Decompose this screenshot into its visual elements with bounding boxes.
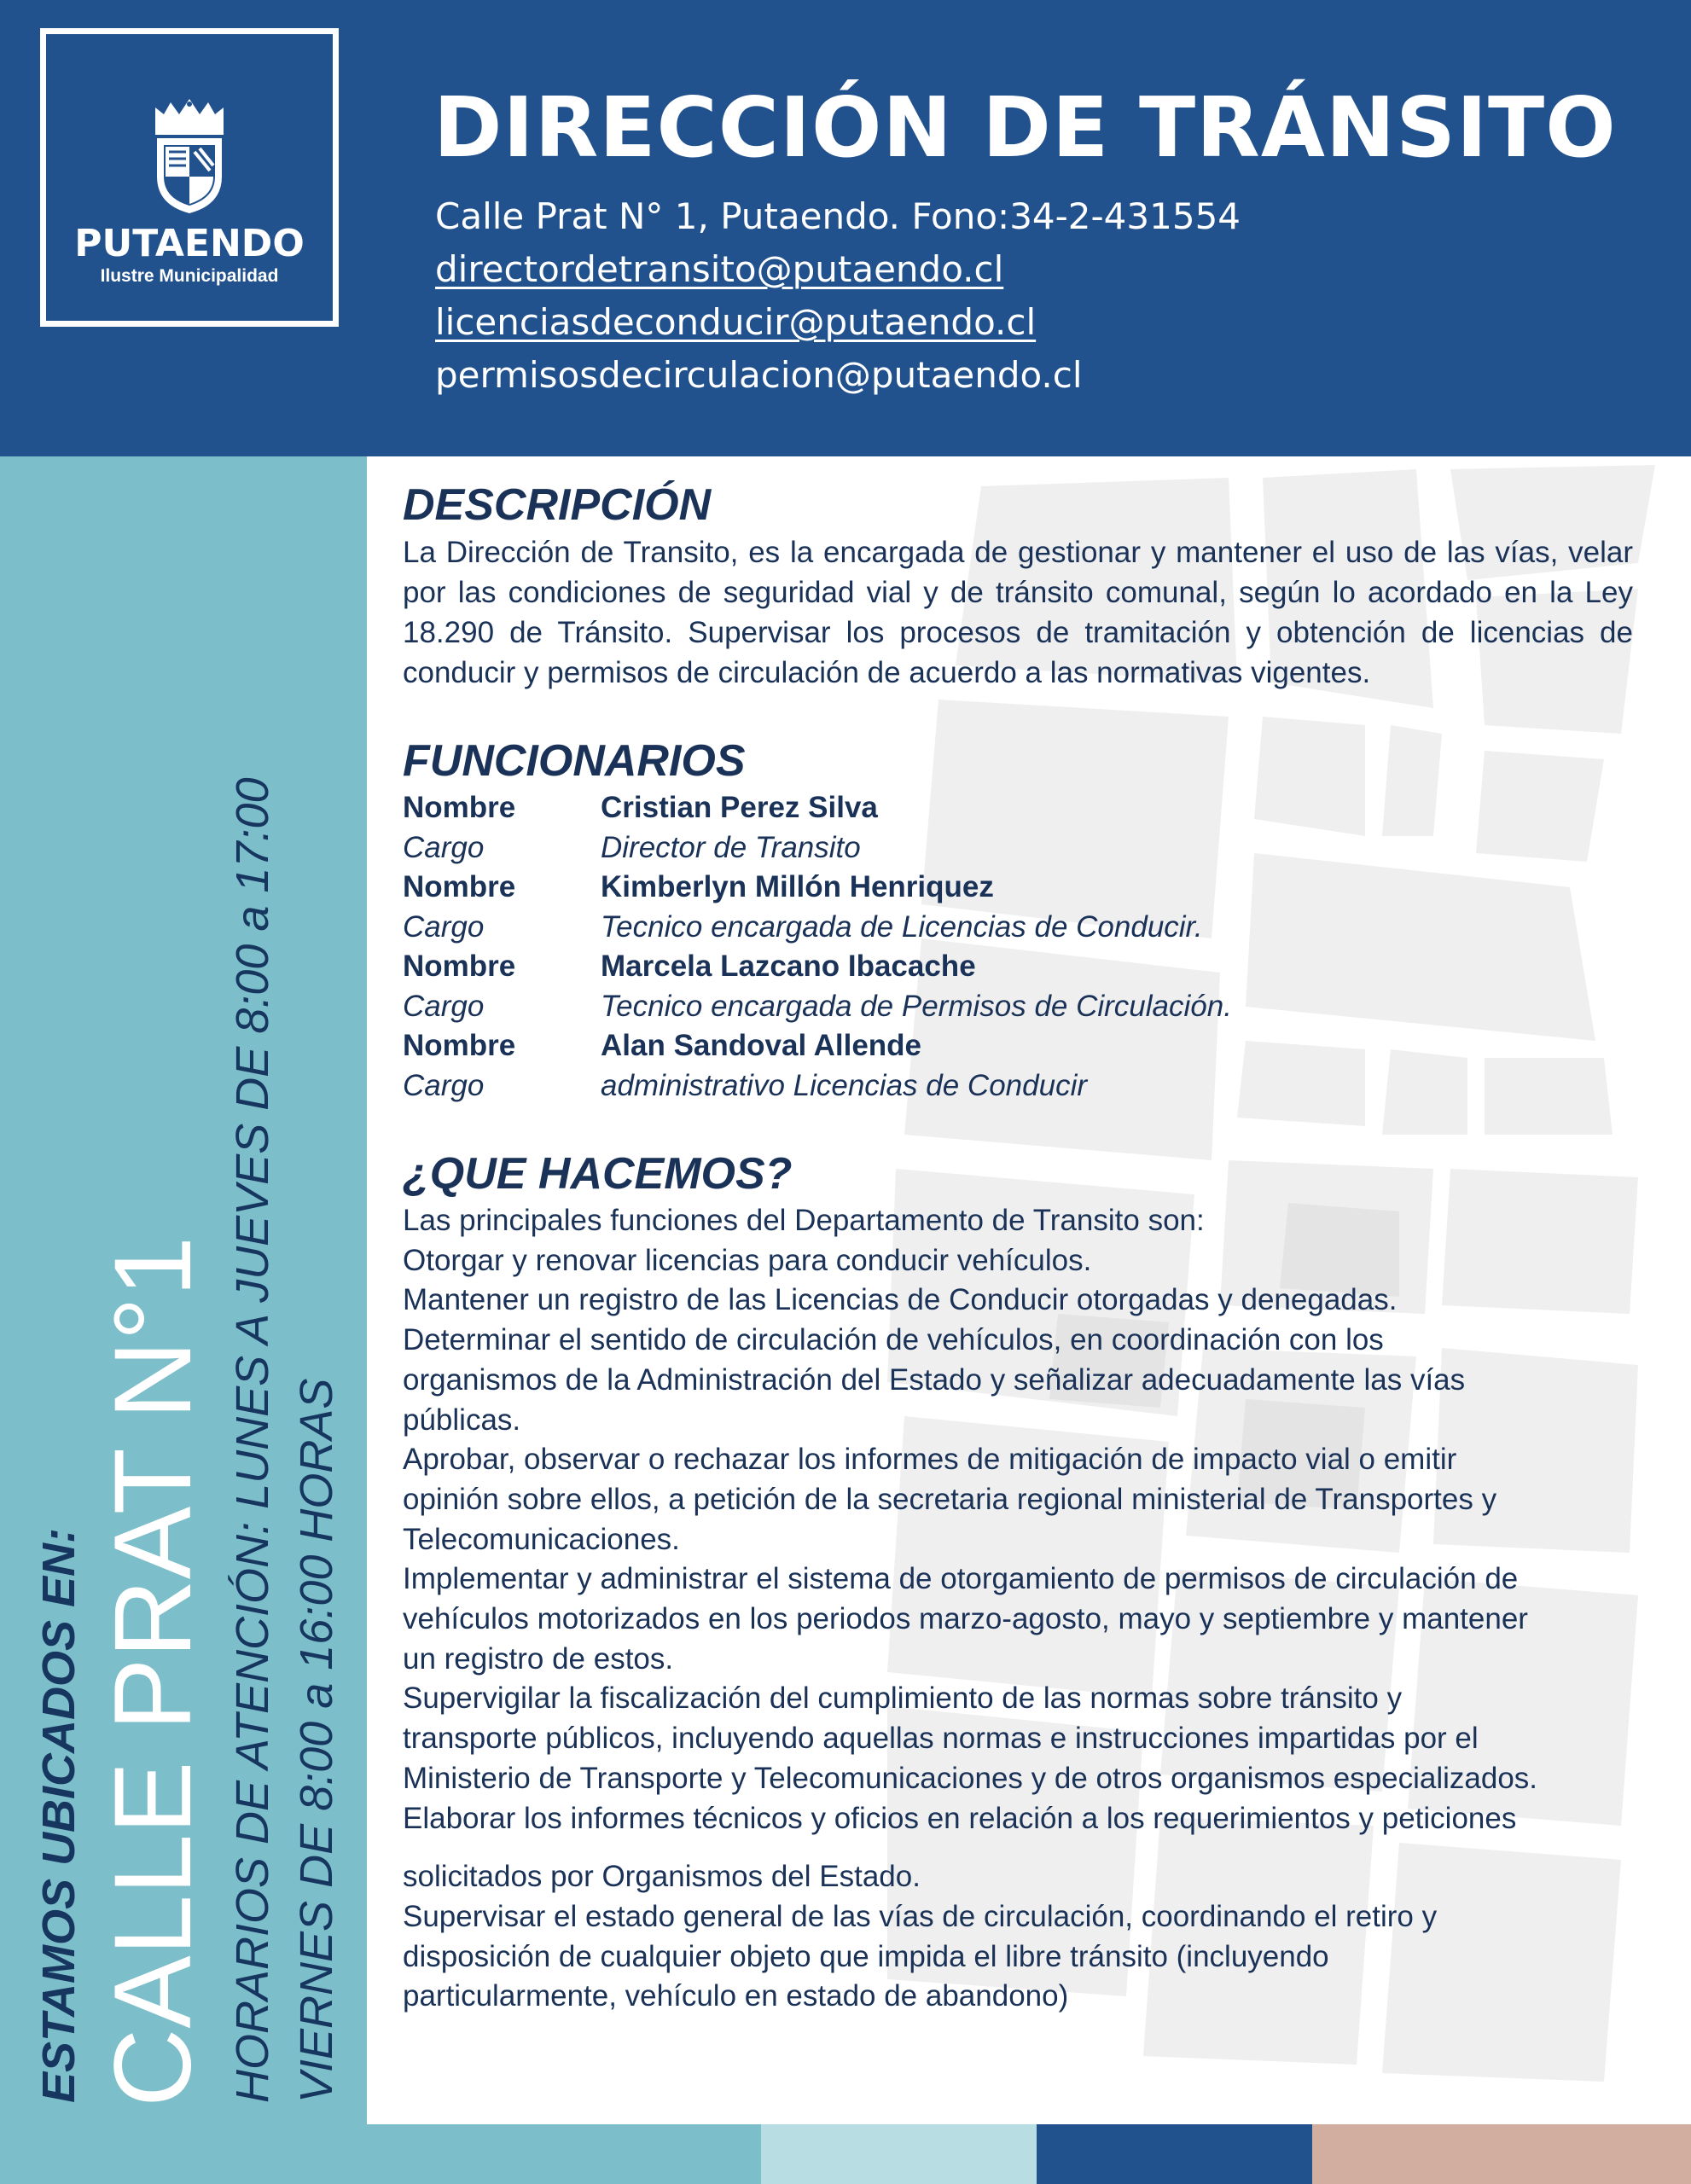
funcionarios-heading: FUNCIONARIOS — [403, 736, 746, 786]
cargo-label: Cargo — [403, 909, 485, 944]
staff-cargo: Director de Transito — [601, 830, 861, 864]
name-label: Nombre — [403, 1029, 516, 1062]
staff-row — [403, 828, 1633, 868]
que-hacemos-heading: ¿QUE HACEMOS? — [403, 1149, 793, 1199]
footer-strip-teal — [0, 2124, 761, 2184]
page-title: DIRECCIÓN DE TRÁNSITO — [433, 79, 1617, 176]
staff-row — [403, 868, 1633, 908]
email-link-director[interactable]: directordetransito@putaendo.cl — [435, 248, 1004, 290]
municipality-logo — [40, 28, 339, 327]
function-line: Determinar el sentido de circulación de vehículos, en coordinación con los — [403, 1323, 1384, 1357]
function-line: Elaborar los informes técnicos y oficios en relación a los requerimientos y peticiones — [403, 1801, 1517, 1835]
staff-row — [403, 987, 1633, 1027]
function-line: Aprobar, observar o rechazar los informes de mitigación de impacto vial o emitir — [403, 1443, 1457, 1477]
function-line: Supervisar el estado general de las vías de circulación, coordinando el retiro y — [403, 1899, 1438, 1933]
staff-cargo: administrativo Licencias de Conducir — [601, 1068, 1087, 1102]
staff-row — [403, 1066, 1633, 1107]
opening-hours-friday: VIERNES DE 8:00 a 16:00 HORAS — [291, 1378, 342, 2103]
name-label: Nombre — [403, 950, 516, 983]
logo-name: PUTAENDO — [74, 222, 305, 265]
function-line: disposición de cualquier objeto que impida el libre tránsito (incluyendo — [403, 1939, 1329, 1973]
staff-name: Marcela Lazcano Ibacache — [601, 950, 976, 983]
staff-cargo: Tecnico encargada de Licencias de Conducir. — [601, 909, 1203, 944]
function-line: Telecomunicaciones. — [403, 1522, 680, 1556]
opening-hours-weekdays: HORARIOS DE ATENCIÓN: LUNES A JUEVES DE 8:00 a 17:00 — [227, 777, 278, 2103]
main-content — [403, 478, 1633, 2017]
staff-list — [403, 788, 1633, 1106]
staff-row — [403, 788, 1633, 828]
function-line: solicitados por Organismos del Estado. — [403, 1860, 921, 1894]
cargo-label: Cargo — [403, 1068, 485, 1102]
staff-row — [403, 947, 1633, 987]
email-link-licencias[interactable]: licenciasdeconducir@putaendo.cl — [435, 301, 1037, 343]
footer-strip-rose — [1312, 2124, 1691, 2184]
address-phone: Calle Prat N° 1, Putaendo. Fono:34-2-431554 — [435, 195, 1241, 237]
name-label: Nombre — [403, 870, 516, 903]
staff-name: Kimberlyn Millón Henriquez — [601, 870, 994, 903]
staff-name: Cristian Perez Silva — [601, 791, 878, 824]
logo-subtitle: Ilustre Municipalidad — [100, 266, 279, 286]
function-line: Supervigilar la fiscalización del cumplimiento de las normas sobre tránsito y — [403, 1682, 1403, 1716]
function-line: Las principales funciones del Departamento de Transito son: — [403, 1204, 1205, 1237]
location-label: ESTAMOS UBICADOS EN: — [33, 1527, 84, 2103]
crest-icon — [147, 96, 232, 215]
function-line: Mantener un registro de las Licencias de Conducir otorgadas y denegadas. — [403, 1283, 1398, 1317]
function-line: transporte públicos, incluyendo aquellas normas e instrucciones impartidas por el — [403, 1722, 1479, 1756]
staff-name: Alan Sandoval Allende — [601, 1029, 922, 1062]
function-line: Ministerio de Transporte y Telecomunicaciones y de otros organismos especializados. — [403, 1761, 1538, 1795]
header-banner — [0, 0, 1691, 456]
function-line: particularmente, vehículo en estado de abandono) — [403, 1979, 1069, 2013]
staff-row — [403, 1026, 1633, 1066]
cargo-label: Cargo — [403, 830, 485, 864]
function-line: opinión sobre ellos, a petición de la secretaria regional ministerial de Transportes y — [403, 1482, 1497, 1516]
street-address: CALLE PRAT N°1 — [92, 1235, 214, 2107]
function-line: públicas. — [403, 1403, 521, 1437]
function-line: Implementar y administrar el sistema de otorgamiento de permisos de circulación de — [403, 1562, 1519, 1596]
name-label: Nombre — [403, 791, 516, 824]
footer-strip-light-teal — [761, 2124, 1037, 2184]
staff-row — [403, 908, 1633, 948]
descripcion-heading: DESCRIPCIÓN — [403, 480, 712, 530]
email-permisos: permisosdecirculacion@putaendo.cl — [435, 354, 1083, 396]
function-line: Otorgar y renovar licencias para conducir vehículos. — [403, 1243, 1092, 1277]
descripcion-text: La Dirección de Transito, es la encargada de gestionar y mantener el uso de las vías, velar por las condiciones de seguridad vial y de tránsito comunal, según lo acordado en la Ley 18.290 de Tránsito. Supervisar los procesos de tramitación y obtención de licencias de conducir y permisos de circulación de acuerdo a las normativas vigentes. — [403, 536, 1633, 689]
function-line: un registro de estos. — [403, 1641, 674, 1676]
staff-cargo: Tecnico encargada de Permisos de Circulación. — [601, 989, 1232, 1023]
cargo-label: Cargo — [403, 989, 485, 1023]
function-line: organismos de la Administración del Estado y señalizar adecuadamente las vías — [403, 1362, 1466, 1397]
footer-strip-blue — [1037, 2124, 1312, 2184]
functions-list — [403, 1201, 1633, 2017]
function-line: vehículos motorizados en los periodos marzo-agosto, mayo y septiembre y mantener — [403, 1602, 1528, 1636]
